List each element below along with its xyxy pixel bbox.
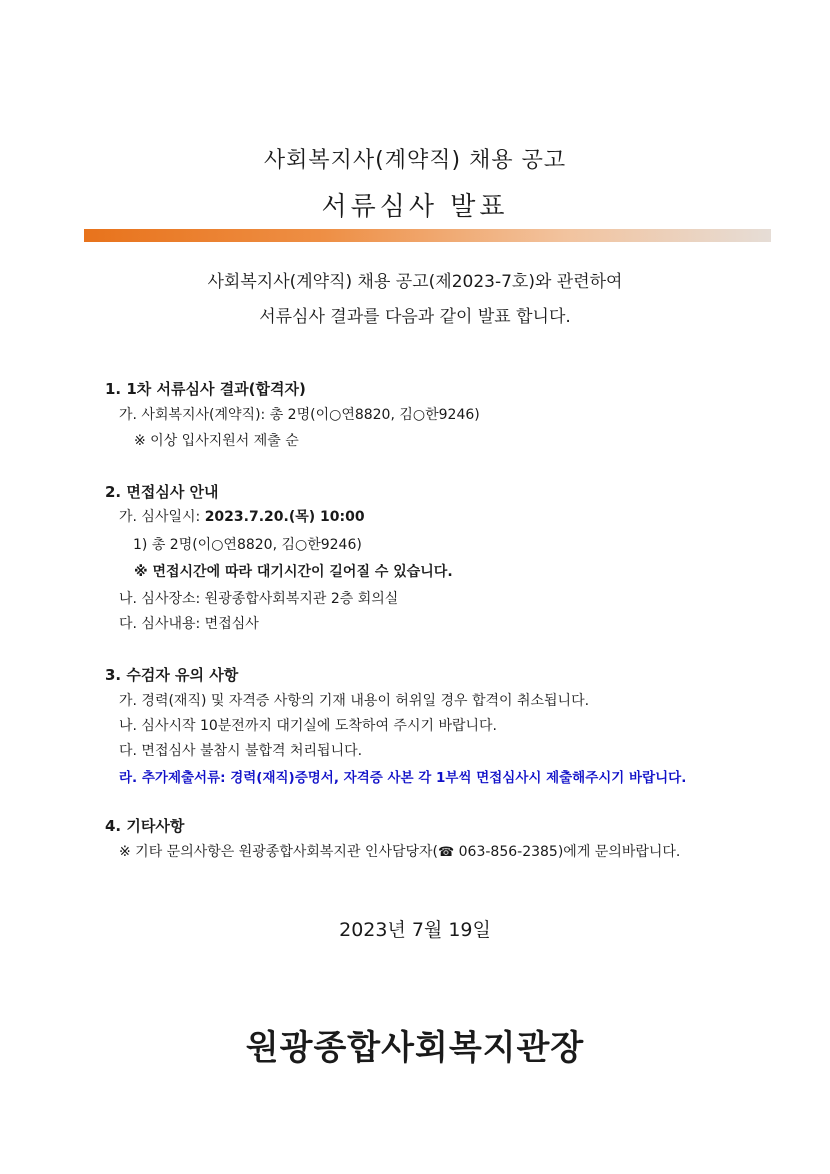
section-3-heading: 3. 수검자 유의 사항 <box>105 666 239 684</box>
section-1-heading: 1. 1차 서류심사 결과(합격자) <box>105 380 306 398</box>
section-3-item-b: 나. 심사시작 10분전까지 대기실에 도착하여 주시기 바랍니다. <box>119 718 497 734</box>
section-2-item-a-label: 가. 심사일시: <box>119 509 205 525</box>
section-3-item-a: 가. 경력(재직) 및 자격증 사항의 기재 내용이 허위일 경우 합격이 취소됩니다. <box>119 693 590 709</box>
section-2-notice: ※ 면접시간에 따라 대기시간이 길어질 수 있습니다. <box>134 564 453 580</box>
section-3-item-d: 라. 추가제출서류: 경력(재직)증명서, 자격증 사본 각 1부씩 면접심사시 제출해주시기 바랍니다. <box>119 770 687 786</box>
section-2-item-c: 다. 심사내용: 면접심사 <box>119 616 259 632</box>
section-4-note-suffix: 063-856-2385)에게 문의바랍니다. <box>454 844 681 860</box>
section-1-note: ※ 이상 입사지원서 제출 순 <box>134 433 299 449</box>
announcement-title: 사회복지사(계약직) 채용 공고 <box>263 148 567 173</box>
section-2-item-a-sub: 1) 총 2명(이○연8820, 김○한9246) <box>133 537 362 553</box>
organization-signature: 원광종합사회복지관장 <box>245 1028 585 1068</box>
intro-line-1: 사회복지사(계약직) 채용 공고(제2023-7호)와 관련하여 <box>207 272 623 292</box>
section-2-item-a <box>119 506 365 526</box>
intro-line-2: 서류심사 결과를 다음과 같이 발표 합니다. <box>259 307 571 327</box>
interview-datetime: 2023.7.20.(목) 10:00 <box>204 509 365 525</box>
section-2-heading: 2. 면접심사 안내 <box>105 483 219 501</box>
section-1-item-a: 가. 사회복지사(계약직): 총 2명(이○연8820, 김○한9246) <box>119 407 480 423</box>
section-2-item-b: 나. 심사장소: 원광종합사회복지관 2층 회의실 <box>119 591 399 607</box>
phone-icon: ☎ <box>438 845 455 860</box>
section-3-item-c: 다. 면접심사 불참시 불합격 처리됩니다. <box>119 743 363 759</box>
announcement-date: 2023년 7월 19일 <box>339 919 491 941</box>
section-4-note-prefix: ※ 기타 문의사항은 원광종합사회복지관 인사담당자( <box>119 844 438 860</box>
title-divider-bar <box>84 229 771 242</box>
section-4-note <box>119 841 680 861</box>
section-4-heading: 4. 기타사항 <box>105 817 185 835</box>
announcement-subtitle: 서류심사 발표 <box>321 192 509 222</box>
